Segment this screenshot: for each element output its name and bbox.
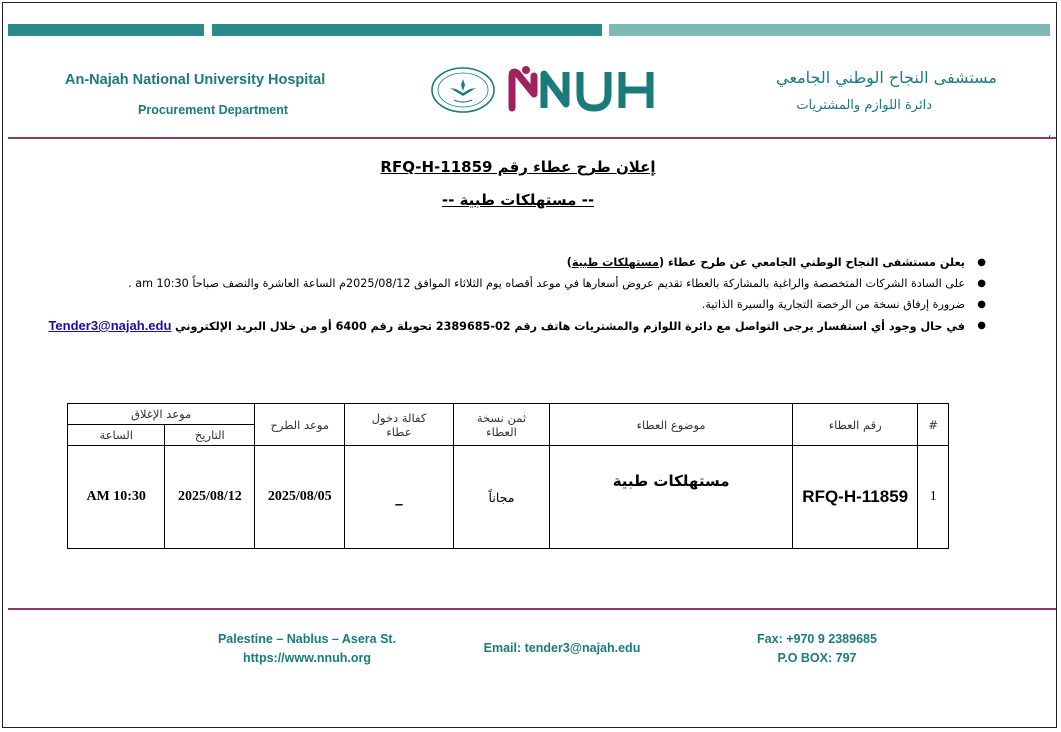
list-item: ● على السادة الشركات المتخصصة والراغبة بالمشاركة بالعطاء تقديم عروض أسعارها في موعد أقصاه يوم الثلاثاء الموافق 2025/08/12م الساعة العاشرة والنصف صباحاً am 10:30 . [128, 277, 986, 290]
col-header-closing-date: التاريخ [165, 425, 255, 446]
header-bar-right [609, 24, 1050, 36]
footer-address: Palestine – Nablus – Asera St. [217, 632, 397, 646]
cell-guarantee: _ [345, 446, 454, 549]
cell-subject: مستهلكات طبية [550, 446, 793, 549]
nnuh-logo [508, 64, 664, 114]
footer-fax: Fax: +970 9 2389685 [757, 632, 877, 646]
col-header-num: # [918, 404, 949, 446]
col-header-guarantee: كفالة دخول عطاء [345, 404, 454, 446]
footer-divider [8, 608, 1056, 610]
university-seal-icon [430, 66, 496, 114]
col-header-closing-time: الساعة [68, 425, 165, 446]
list-item: ● ضرورة إرفاق نسخة من الرخصة التجارية والسيرة الذاتية. [701, 298, 986, 311]
col-header-subject: موضوع العطاء [550, 404, 793, 446]
col-header-open-date: موعد الطرح [255, 404, 345, 446]
cell-price: مجاناً [453, 446, 549, 549]
department-name-en: Procurement Department [138, 103, 289, 117]
col-header-rfq: رقم العطاء [792, 404, 917, 446]
header-divider [8, 137, 1056, 139]
cell-num: 1 [918, 446, 949, 549]
footer-pobox: P.O BOX: 797 [777, 651, 857, 665]
cell-closing-time: AM 10:30 [68, 446, 165, 549]
tender-table [67, 403, 949, 549]
table-row [68, 446, 949, 549]
header-bar-middle [212, 24, 602, 36]
col-header-price: ثمن نسخة العطاء [453, 404, 549, 446]
announcement-bullets [48, 252, 986, 337]
list-item: ● في حال وجود أي استفسار يرجى التواصل مع دائرة اللوازم والمشتريات هاتف رقم 02-2389685 تحويلة رقم 6400 أو من خلال البريد الإلكتروني Tender3@najah.edu [48, 318, 986, 333]
cell-closing-date: 2025/08/12 [165, 446, 255, 549]
contact-email-link[interactable]: Tender3@najah.edu [48, 318, 172, 333]
announcement-subtitle: -- مستهلكات طبية -- [441, 191, 595, 209]
list-item: ● يعلن مستشفى النجاح الوطني الجامعي عن طرح عطاء (مستهلكات طبية) [566, 256, 986, 269]
department-name-ar: دائرة اللوازم والمشتريات [796, 98, 932, 113]
footer-website[interactable]: https://www.nnuh.org [243, 651, 371, 665]
hospital-name-ar: مستشفى النجاح الوطني الجامعي [776, 68, 997, 87]
announcement-title: إعلان طرح عطاء رقم RFQ-H-11859 [380, 158, 656, 176]
col-header-closing: موعد الإغلاق [68, 404, 255, 425]
footer-email[interactable]: Email: tender3@najah.edu [483, 641, 641, 655]
cell-rfq: RFQ-H-11859 [792, 446, 917, 549]
header-bar-left [8, 24, 204, 36]
margin-mark: ، [1048, 130, 1051, 140]
cell-open-date: 2025/08/05 [255, 446, 345, 549]
hospital-name-en: An-Najah National University Hospital [65, 72, 326, 88]
